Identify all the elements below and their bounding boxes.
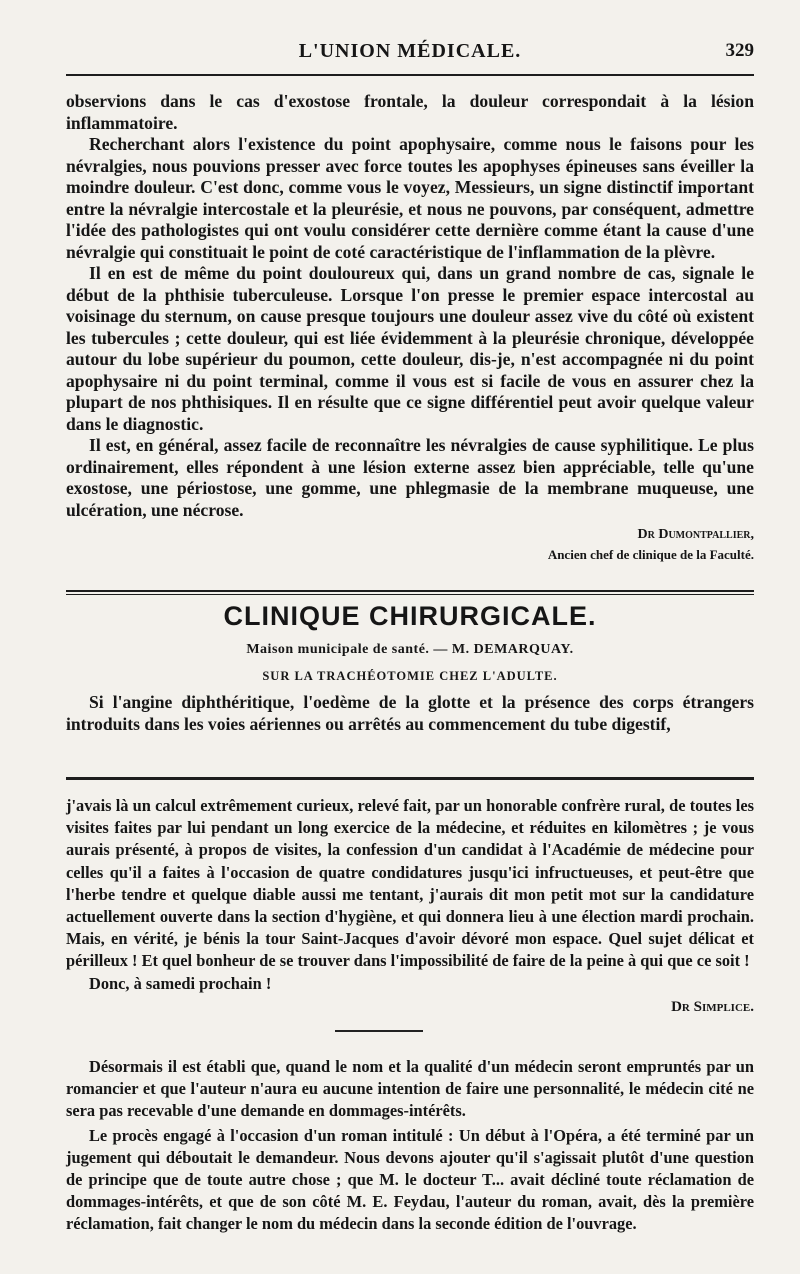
signature-name: Dr Dumontpallier, — [637, 527, 754, 542]
paragraph: Il en est de même du point douloureux qui, dans un grand nombre de cas, signale le début de la phthisie tuberculeuse. Lorsque l'on presse le premier espace intercostal au voisinage du sternum, on cause presque toujours une douleur assez vive du côté où existent les tubercules ; cette douleur, qui est liée évidemment à la pleurésie chronique, développée autour du lobe supérieur du poumon, cette douleur, dis-je, n'est accompagnée ni du point apophysaire ni du point terminal, comme il vous est si facile de vous en assurer chez la plupart de nos phthisiques. Il en résulte que ce signe différentiel peut avoir quelque valeur dans le diagnostic. — [66, 263, 754, 434]
page-header — [66, 40, 754, 70]
section-subtitle: Maison municipale de santé. — M. DEMARQUAY. — [246, 642, 574, 657]
section-rule-bottom — [66, 594, 754, 595]
clinique-section — [66, 601, 754, 735]
feuilleton — [66, 795, 754, 1017]
signature: Dr Simplice. — [671, 998, 754, 1015]
paragraph: Il est, en général, assez facile de reconnaître les névralgies de cause syphilitique. Le plus ordinairement, elles répondent à une lésion externe assez bien appréciable, telle qu'une exostose, une périostose, une gomme, une phlegmasie de la membrane muqueuse, une ulcération, une nécrose. — [66, 435, 754, 520]
paragraph: Le procès engagé à l'occasion d'un roman intitulé : Un début à l'Opéra, a été terminé par un jugement qui déboutait le demandeur. Nous devons ajouter qu'il s'agissait plutôt d'une question de principe que de toute autre chose ; que M. le docteur T... avait décliné toute réclamation de dommages-intérêts, et que de son côté M. E. Feydau, l'auteur du roman, avait, dès la première réclamation, fait changer le nom du médecin dans la seconde édition de l'ouvrage. — [66, 1125, 754, 1234]
running-title: L'UNION MÉDICALE. — [298, 40, 522, 62]
header-rule — [66, 74, 754, 76]
paragraph: Désormais il est établi que, quand le nom et la qualité d'un médecin seront empruntés par un romancier et que l'auteur n'aura eu aucune intention de faire une personnalité, le médecin cité ne sera pas recevable d'une demande en dommages-intérêts. — [66, 1057, 754, 1121]
page-number: 329 — [725, 40, 754, 61]
feuilleton-rule — [66, 777, 754, 780]
article-body — [66, 91, 754, 565]
article-title: SUR LA TRACHÉOTOMIE CHEZ L'ADULTE. — [262, 669, 558, 683]
section-rule-top — [66, 590, 754, 592]
paragraph: observions dans le cas d'exostose frontale, la douleur correspondait à la lésion inflammatoire. — [66, 91, 754, 133]
paragraph: Si l'angine diphthéritique, l'oedème de la glotte et la présence des corps étrangers introduits dans les voies aériennes ou arrêtés au commencement du tube digestif, — [66, 692, 754, 734]
paragraph: Recherchant alors l'existence du point apophysaire, comme nous le faisons pour les névralgies, nous pouvions presser avec force toutes les apophyses épineuses sans éveiller la moindre douleur. C'est donc, comme vous le voyez, Messieurs, un signe distinctif important entre la névralgie intercostale et la pleurésie, et nous ne pouvons, par conséquent, admettre l'idée des pathologistes qui ont voulu considérer cette dernière comme étant la cause d'une névralgie qui constituait le point de coté caractéristique de l'inflammation de la plèvre. — [66, 134, 754, 262]
paragraph: j'avais là un calcul extrêmement curieux, relevé fait, par un honorable confrère rural, de toutes les visites faites par lui pendant un long exercice de la médecine, et réduites en kilomètres ; je vous aurais présenté, à propos de visites, la confession d'un candidat à l'Académie de médecine pour celles qu'il a faites à l'occasion de quatre condidatures jusqu'ici infructueuses, et peut-être que l'herbe tendre et quelque diable aussi me tentant, j'aurais dit mon petit mot sur la candidature actuellement ouverte dans la section d'hygiène, et qui donnera lieu à une élection mardi prochain. Mais, en vérité, je bénis la tour Saint-Jacques d'avoir dévoré mon espace. Quel sujet délicat et périlleux ! Et quel bonheur de se trouver dans l'impossibilité de faire de la peine à qui que ce soit ! — [66, 796, 754, 971]
separator — [335, 1030, 423, 1032]
echos — [66, 1056, 754, 1236]
paragraph: Donc, à samedi prochain ! — [89, 973, 272, 993]
signature-title: Ancien chef de clinique de la Faculté. — [547, 547, 754, 562]
section-title: CLINIQUE CHIRURGICALE. — [223, 601, 597, 631]
